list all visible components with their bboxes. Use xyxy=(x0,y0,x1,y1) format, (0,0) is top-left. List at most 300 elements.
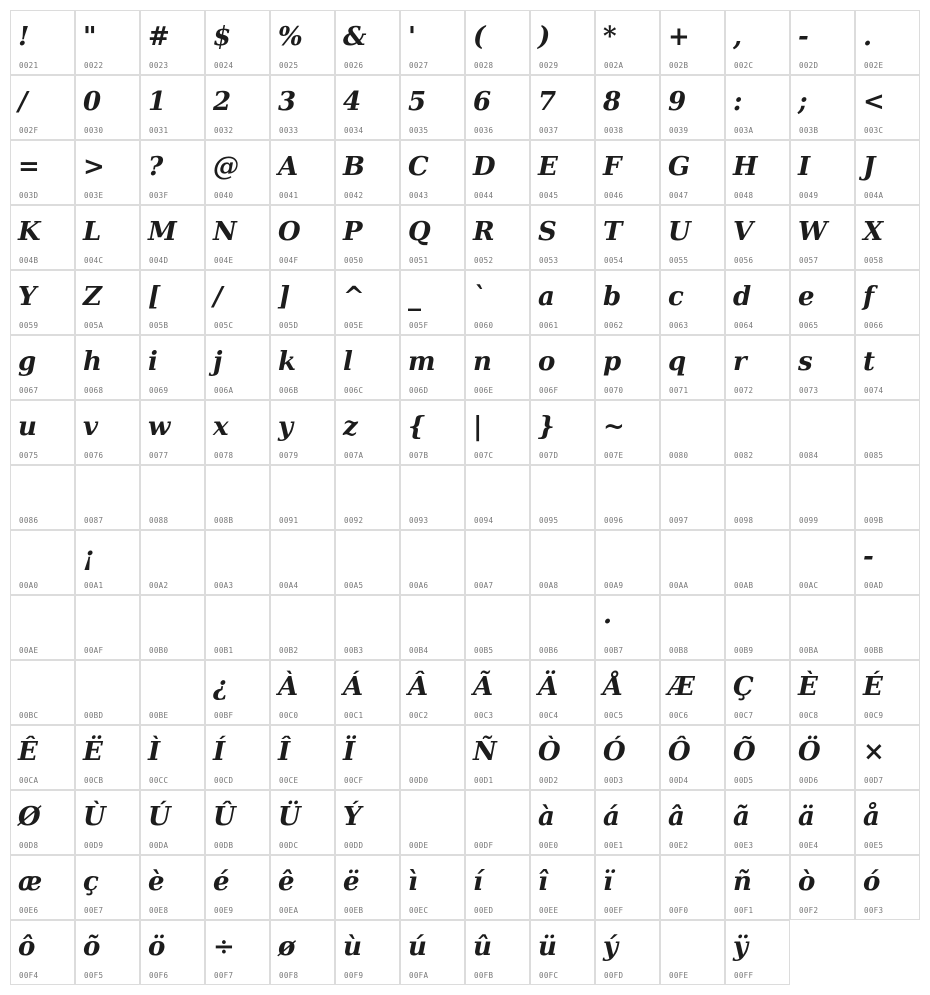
glyph-cell xyxy=(660,790,725,855)
glyph-codepoint-label: 00A3 xyxy=(214,581,234,590)
glyph-character: P xyxy=(343,217,363,247)
glyph-codepoint-label: 0069 xyxy=(149,386,169,395)
glyph-cell xyxy=(725,75,790,140)
glyph-cell xyxy=(10,725,75,790)
glyph-cell xyxy=(725,400,790,465)
glyph-codepoint-label: 00E1 xyxy=(604,841,624,850)
glyph-cell xyxy=(530,465,595,530)
glyph-cell xyxy=(140,595,205,660)
glyph-character: ô xyxy=(18,932,36,962)
glyph-codepoint-label: 00BA xyxy=(799,646,819,655)
glyph-character: c xyxy=(668,282,684,312)
glyph-cell xyxy=(660,10,725,75)
glyph-codepoint-label: 00C6 xyxy=(669,711,689,720)
glyph-codepoint-label: 0095 xyxy=(539,516,559,525)
glyph-character: [ xyxy=(148,282,161,312)
glyph-codepoint-label: 0088 xyxy=(149,516,169,525)
glyph-character: / xyxy=(18,87,28,117)
glyph-cell xyxy=(725,790,790,855)
glyph-cell xyxy=(335,400,400,465)
glyph-character: Ö xyxy=(798,737,821,767)
glyph-cell xyxy=(725,270,790,335)
glyph-codepoint-label: 00C7 xyxy=(734,711,754,720)
glyph-codepoint-label: 00F4 xyxy=(19,971,39,980)
glyph-codepoint-label: 0040 xyxy=(214,191,234,200)
glyph-cell xyxy=(205,855,270,920)
glyph-character: Y xyxy=(18,282,37,312)
glyph-cell xyxy=(400,10,465,75)
glyph-cell xyxy=(400,75,465,140)
glyph-codepoint-label: 00D0 xyxy=(409,776,429,785)
glyph-cell xyxy=(855,335,920,400)
glyph-character: ó xyxy=(863,867,881,897)
glyph-character: í xyxy=(473,867,483,897)
glyph-cell xyxy=(660,270,725,335)
glyph-character: À xyxy=(278,672,299,702)
glyph-cell xyxy=(725,855,790,920)
glyph-codepoint-label: 0021 xyxy=(19,61,39,70)
glyph-cell xyxy=(270,855,335,920)
glyph-character: K xyxy=(18,217,41,247)
glyph-cell xyxy=(400,140,465,205)
glyph-cell xyxy=(855,530,920,595)
glyph-character: â xyxy=(668,802,685,832)
glyph-cell xyxy=(270,920,335,985)
glyph-character: × xyxy=(863,737,885,767)
glyph-codepoint-label: 00D5 xyxy=(734,776,754,785)
glyph-character: $ xyxy=(213,22,232,52)
glyph-codepoint-label: 008B xyxy=(214,516,234,525)
glyph-codepoint-label: 0037 xyxy=(539,126,559,135)
glyph-codepoint-label: 00F2 xyxy=(799,906,819,915)
glyph-cell xyxy=(530,205,595,270)
glyph-codepoint-label: 0023 xyxy=(149,61,169,70)
glyph-character: û xyxy=(473,932,492,962)
glyph-codepoint-label: 003A xyxy=(734,126,754,135)
glyph-character: Ç xyxy=(733,672,754,702)
glyph-codepoint-label: 0054 xyxy=(604,256,624,265)
glyph-codepoint-label: 0071 xyxy=(669,386,689,395)
glyph-character: > xyxy=(83,152,105,182)
glyph-character: j xyxy=(213,347,223,377)
glyph-cell xyxy=(335,790,400,855)
glyph-character: ` xyxy=(473,282,486,312)
glyph-cell xyxy=(400,465,465,530)
glyph-cell xyxy=(205,790,270,855)
glyph-codepoint-label: 0096 xyxy=(604,516,624,525)
glyph-character: ö xyxy=(148,932,166,962)
glyph-codepoint-label: 003E xyxy=(84,191,104,200)
glyph-codepoint-label: 00EF xyxy=(604,906,624,915)
glyph-character: b xyxy=(603,282,622,312)
glyph-cell xyxy=(335,855,400,920)
glyph-cell xyxy=(400,790,465,855)
glyph-character: / xyxy=(213,282,223,312)
glyph-codepoint-label: 0035 xyxy=(409,126,429,135)
glyph-character: è xyxy=(148,867,165,897)
glyph-codepoint-label: 006F xyxy=(539,386,559,395)
glyph-cell xyxy=(10,10,75,75)
glyph-codepoint-label: 004D xyxy=(149,256,169,265)
glyph-codepoint-label: 0073 xyxy=(799,386,819,395)
glyph-cell xyxy=(10,465,75,530)
glyph-character: u xyxy=(18,412,37,442)
glyph-cell xyxy=(140,530,205,595)
glyph-character: < xyxy=(863,87,885,117)
glyph-codepoint-label: 00E6 xyxy=(19,906,39,915)
glyph-cell xyxy=(855,140,920,205)
glyph-character: e xyxy=(798,282,815,312)
glyph-character: I xyxy=(798,152,811,182)
glyph-cell xyxy=(660,205,725,270)
glyph-cell xyxy=(400,205,465,270)
glyph-cell xyxy=(465,400,530,465)
glyph-character: Ä xyxy=(538,672,559,702)
glyph-cell xyxy=(270,10,335,75)
glyph-cell xyxy=(335,10,400,75)
glyph-cell xyxy=(75,465,140,530)
glyph-codepoint-label: 00A2 xyxy=(149,581,169,590)
glyph-cell xyxy=(75,270,140,335)
glyph-cell xyxy=(790,205,855,270)
glyph-cell xyxy=(660,75,725,140)
glyph-character: · xyxy=(603,607,613,637)
glyph-codepoint-label: 0074 xyxy=(864,386,884,395)
glyph-cell xyxy=(790,10,855,75)
glyph-cell xyxy=(10,920,75,985)
glyph-codepoint-label: 006A xyxy=(214,386,234,395)
glyph-cell xyxy=(465,205,530,270)
glyph-character: Â xyxy=(408,672,429,702)
glyph-codepoint-label: 00FB xyxy=(474,971,494,980)
glyph-character: R xyxy=(473,217,495,247)
glyph-codepoint-label: 0034 xyxy=(344,126,364,135)
glyph-character: î xyxy=(538,867,548,897)
glyph-codepoint-label: 00D7 xyxy=(864,776,884,785)
glyph-cell xyxy=(270,270,335,335)
glyph-character: # xyxy=(148,22,170,52)
glyph-character: d xyxy=(733,282,752,312)
glyph-codepoint-label: 0039 xyxy=(669,126,689,135)
glyph-codepoint-label: 002B xyxy=(669,61,689,70)
glyph-character: Ã xyxy=(473,672,494,702)
glyph-codepoint-label: 0043 xyxy=(409,191,429,200)
glyph-cell xyxy=(335,725,400,790)
glyph-codepoint-label: 0022 xyxy=(84,61,104,70)
glyph-codepoint-label: 0060 xyxy=(474,321,494,330)
glyph-cell xyxy=(140,10,205,75)
glyph-cell xyxy=(790,140,855,205)
glyph-codepoint-label: 00FE xyxy=(669,971,689,980)
glyph-character: & xyxy=(343,22,367,52)
glyph-cell xyxy=(595,790,660,855)
glyph-cell xyxy=(10,400,75,465)
glyph-character: ï xyxy=(603,867,613,897)
glyph-character: 0 xyxy=(83,87,102,117)
glyph-codepoint-label: 00C2 xyxy=(409,711,429,720)
glyph-cell xyxy=(400,335,465,400)
glyph-character: F xyxy=(603,152,622,182)
glyph-codepoint-label: 00B8 xyxy=(669,646,689,655)
glyph-codepoint-label: 007D xyxy=(539,451,559,460)
glyph-character: ^ xyxy=(343,282,365,312)
glyph-codepoint-label: 002D xyxy=(799,61,819,70)
glyph-codepoint-label: 00DA xyxy=(149,841,169,850)
glyph-cell xyxy=(790,725,855,790)
glyph-cell xyxy=(205,725,270,790)
glyph-cell xyxy=(595,595,660,660)
glyph-cell xyxy=(660,920,725,985)
glyph-cell xyxy=(465,660,530,725)
glyph-cell xyxy=(530,140,595,205)
glyph-codepoint-label: 00EB xyxy=(344,906,364,915)
glyph-codepoint-label: 005B xyxy=(149,321,169,330)
glyph-codepoint-label: 0046 xyxy=(604,191,624,200)
glyph-cell xyxy=(205,75,270,140)
glyph-codepoint-label: 0068 xyxy=(84,386,104,395)
glyph-codepoint-label: 00A9 xyxy=(604,581,624,590)
glyph-codepoint-label: 0025 xyxy=(279,61,299,70)
glyph-codepoint-label: 0038 xyxy=(604,126,624,135)
glyph-cell xyxy=(335,465,400,530)
glyph-codepoint-label: 0028 xyxy=(474,61,494,70)
glyph-character: 6 xyxy=(473,87,492,117)
glyph-cell xyxy=(270,530,335,595)
glyph-codepoint-label: 0099 xyxy=(799,516,819,525)
glyph-character: ê xyxy=(278,867,295,897)
glyph-cell xyxy=(335,530,400,595)
glyph-character: i xyxy=(148,347,158,377)
glyph-codepoint-label: 00BE xyxy=(149,711,169,720)
glyph-codepoint-label: 005C xyxy=(214,321,234,330)
glyph-character: } xyxy=(538,412,555,442)
glyph-codepoint-label: 0032 xyxy=(214,126,234,135)
glyph-cell xyxy=(270,75,335,140)
glyph-character: ù xyxy=(343,932,362,962)
glyph-cell xyxy=(205,595,270,660)
glyph-grid xyxy=(10,10,920,985)
glyph-cell xyxy=(335,920,400,985)
glyph-character: Í xyxy=(213,737,226,767)
glyph-codepoint-label: 0047 xyxy=(669,191,689,200)
glyph-cell xyxy=(75,335,140,400)
glyph-cell xyxy=(530,920,595,985)
glyph-character: + xyxy=(668,22,690,52)
glyph-codepoint-label: 003C xyxy=(864,126,884,135)
glyph-character: 5 xyxy=(408,87,427,117)
glyph-codepoint-label: 007A xyxy=(344,451,364,460)
glyph-cell xyxy=(465,465,530,530)
glyph-codepoint-label: 00A6 xyxy=(409,581,429,590)
glyph-cell xyxy=(595,270,660,335)
glyph-character: ; xyxy=(798,87,808,117)
glyph-codepoint-label: 0067 xyxy=(19,386,39,395)
glyph-cell xyxy=(465,530,530,595)
glyph-codepoint-label: 006D xyxy=(409,386,429,395)
glyph-codepoint-label: 00E7 xyxy=(84,906,104,915)
glyph-cell xyxy=(270,725,335,790)
glyph-codepoint-label: 00F1 xyxy=(734,906,754,915)
glyph-cell xyxy=(725,140,790,205)
glyph-character: T xyxy=(603,217,623,247)
glyph-character: A xyxy=(278,152,299,182)
glyph-cell xyxy=(790,335,855,400)
glyph-character: g xyxy=(18,347,37,377)
glyph-cell xyxy=(725,595,790,660)
glyph-cell xyxy=(465,790,530,855)
glyph-cell xyxy=(660,855,725,920)
glyph-codepoint-label: 00C5 xyxy=(604,711,624,720)
glyph-codepoint-label: 00FF xyxy=(734,971,754,980)
glyph-cell xyxy=(790,465,855,530)
glyph-cell xyxy=(530,75,595,140)
glyph-cell xyxy=(465,855,530,920)
glyph-codepoint-label: 0062 xyxy=(604,321,624,330)
glyph-cell xyxy=(530,335,595,400)
glyph-cell xyxy=(75,75,140,140)
glyph-cell xyxy=(335,335,400,400)
glyph-cell xyxy=(790,530,855,595)
glyph-codepoint-label: 0079 xyxy=(279,451,299,460)
glyph-codepoint-label: 00E4 xyxy=(799,841,819,850)
glyph-cell xyxy=(205,920,270,985)
glyph-character: , xyxy=(733,22,743,52)
glyph-codepoint-label: 004C xyxy=(84,256,104,265)
glyph-character: = xyxy=(18,152,40,182)
glyph-codepoint-label: 0059 xyxy=(19,321,39,330)
glyph-character: ò xyxy=(798,867,816,897)
glyph-cell xyxy=(400,660,465,725)
glyph-codepoint-label: 00B7 xyxy=(604,646,624,655)
glyph-character: ' xyxy=(408,22,416,52)
glyph-cell xyxy=(140,790,205,855)
glyph-codepoint-label: 007B xyxy=(409,451,429,460)
glyph-codepoint-label: 0085 xyxy=(864,451,884,460)
glyph-character: ( xyxy=(473,22,486,52)
glyph-codepoint-label: 0033 xyxy=(279,126,299,135)
glyph-character: Î xyxy=(278,737,291,767)
glyph-cell xyxy=(75,855,140,920)
glyph-codepoint-label: 00CC xyxy=(149,776,169,785)
glyph-character: w xyxy=(148,412,171,442)
glyph-cell xyxy=(530,10,595,75)
glyph-cell xyxy=(270,660,335,725)
glyph-codepoint-label: 002C xyxy=(734,61,754,70)
glyph-cell xyxy=(595,725,660,790)
glyph-codepoint-label: 00AB xyxy=(734,581,754,590)
glyph-character: ! xyxy=(18,22,30,52)
glyph-cell xyxy=(270,465,335,530)
glyph-codepoint-label: 0057 xyxy=(799,256,819,265)
glyph-codepoint-label: 00D9 xyxy=(84,841,104,850)
glyph-cell xyxy=(595,400,660,465)
glyph-cell xyxy=(790,270,855,335)
glyph-codepoint-label: 00CA xyxy=(19,776,39,785)
glyph-cell xyxy=(595,660,660,725)
glyph-cell xyxy=(75,400,140,465)
glyph-codepoint-label: 00E0 xyxy=(539,841,559,850)
glyph-codepoint-label: 00CE xyxy=(279,776,299,785)
glyph-character: U xyxy=(668,217,691,247)
glyph-cell xyxy=(75,920,140,985)
glyph-character: ) xyxy=(538,22,551,52)
glyph-cell xyxy=(595,10,660,75)
glyph-character: C xyxy=(408,152,429,182)
glyph-character: Ê xyxy=(18,737,38,767)
glyph-character: X xyxy=(863,217,884,247)
glyph-character: å xyxy=(863,802,880,832)
glyph-character: G xyxy=(668,152,691,182)
glyph-character: Ó xyxy=(603,737,626,767)
glyph-cell xyxy=(75,725,140,790)
glyph-cell xyxy=(855,205,920,270)
glyph-cell xyxy=(335,75,400,140)
glyph-codepoint-label: 0061 xyxy=(539,321,559,330)
glyph-cell xyxy=(855,725,920,790)
glyph-cell xyxy=(10,335,75,400)
glyph-character: Ø xyxy=(18,802,41,832)
glyph-codepoint-label: 0077 xyxy=(149,451,169,460)
glyph-cell xyxy=(205,140,270,205)
glyph-codepoint-label: 006B xyxy=(279,386,299,395)
glyph-cell xyxy=(75,140,140,205)
glyph-character: t xyxy=(863,347,876,377)
glyph-character: k xyxy=(278,347,297,377)
glyph-character: ä xyxy=(798,802,815,832)
glyph-character: 4 xyxy=(343,87,362,117)
glyph-cell xyxy=(465,335,530,400)
glyph-character: Q xyxy=(408,217,431,247)
glyph-character: ý xyxy=(603,932,619,962)
glyph-codepoint-label: 0087 xyxy=(84,516,104,525)
glyph-codepoint-label: 005D xyxy=(279,321,299,330)
glyph-character: { xyxy=(408,412,425,442)
glyph-character: ü xyxy=(538,932,557,962)
glyph-character: Û xyxy=(213,802,236,832)
glyph-character: È xyxy=(798,672,818,702)
glyph-character: Á xyxy=(343,672,364,702)
glyph-codepoint-label: 00F6 xyxy=(149,971,169,980)
glyph-codepoint-label: 0053 xyxy=(539,256,559,265)
glyph-codepoint-label: 0082 xyxy=(734,451,754,460)
glyph-codepoint-label: 00CB xyxy=(84,776,104,785)
glyph-cell xyxy=(465,725,530,790)
glyph-codepoint-label: 0063 xyxy=(669,321,689,330)
glyph-cell xyxy=(75,530,140,595)
glyph-codepoint-label: 003D xyxy=(19,191,39,200)
glyph-codepoint-label: 0050 xyxy=(344,256,364,265)
glyph-character: Z xyxy=(83,282,102,312)
glyph-codepoint-label: 00DD xyxy=(344,841,364,850)
glyph-cell xyxy=(855,10,920,75)
glyph-cell xyxy=(660,530,725,595)
glyph-cell xyxy=(205,205,270,270)
glyph-codepoint-label: 0070 xyxy=(604,386,624,395)
glyph-codepoint-label: 00A5 xyxy=(344,581,364,590)
glyph-cell xyxy=(140,725,205,790)
glyph-codepoint-label: 00E9 xyxy=(214,906,234,915)
glyph-cell xyxy=(595,465,660,530)
glyph-codepoint-label: 0029 xyxy=(539,61,559,70)
glyph-codepoint-label: 00F5 xyxy=(84,971,104,980)
glyph-cell xyxy=(270,140,335,205)
glyph-codepoint-label: 00F9 xyxy=(344,971,364,980)
glyph-character: O xyxy=(278,217,301,247)
glyph-character: | xyxy=(473,412,483,442)
glyph-character: N xyxy=(213,217,237,247)
glyph-codepoint-label: 00F8 xyxy=(279,971,299,980)
glyph-codepoint-label: 00C0 xyxy=(279,711,299,720)
